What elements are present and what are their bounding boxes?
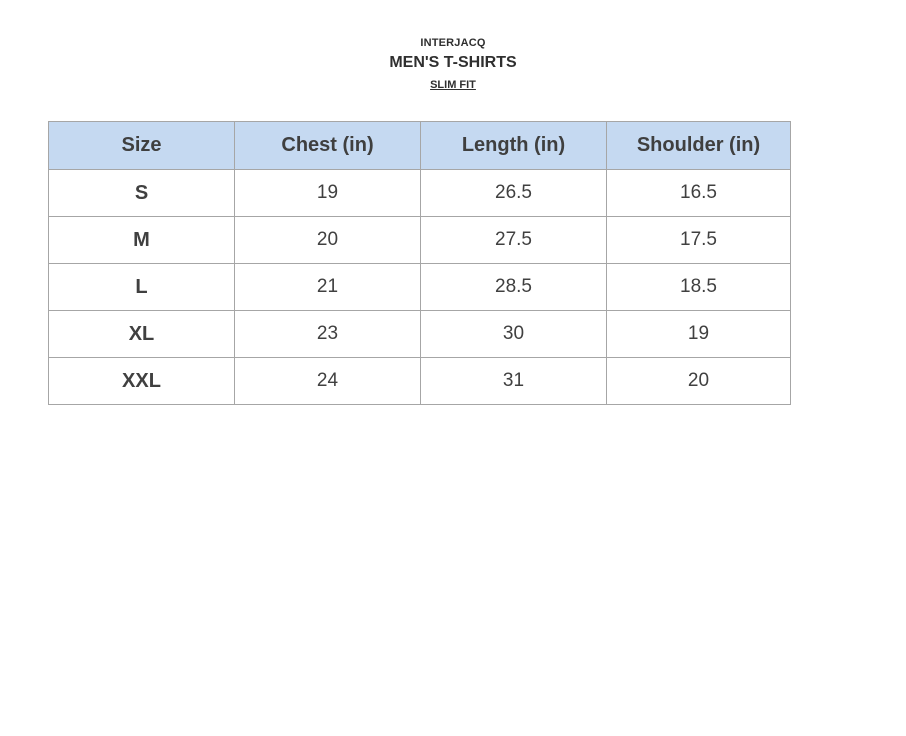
table-header [49, 122, 791, 170]
cell-chest: 21 [235, 264, 421, 311]
size-table-container [0, 121, 906, 405]
cell-length: 28.5 [421, 264, 607, 311]
page-title: MEN'S T-SHIRTS [389, 54, 517, 71]
cell-shoulder: 17.5 [607, 217, 791, 264]
cell-shoulder: 19 [607, 311, 791, 358]
document-heading [0, 36, 906, 93]
cell-chest: 23 [235, 311, 421, 358]
column-header-length: Length (in) [421, 122, 607, 170]
cell-shoulder: 18.5 [607, 264, 791, 311]
column-header-chest: Chest (in) [235, 122, 421, 170]
cell-chest: 20 [235, 217, 421, 264]
page-subtitle-text: SLIM FIT [430, 79, 476, 91]
table-row [49, 264, 791, 311]
column-header-shoulder: Shoulder (in) [607, 122, 791, 170]
page-subtitle [0, 77, 906, 93]
cell-chest: 19 [235, 170, 421, 217]
cell-length: 26.5 [421, 170, 607, 217]
table-header-row [49, 122, 791, 170]
cell-length: 27.5 [421, 217, 607, 264]
cell-size: S [49, 170, 235, 217]
table-row [49, 358, 791, 405]
column-header-size: Size [49, 122, 235, 170]
cell-size: XXL [49, 358, 235, 405]
table-body [49, 170, 791, 405]
cell-shoulder: 20 [607, 358, 791, 405]
cell-length: 31 [421, 358, 607, 405]
cell-size: M [49, 217, 235, 264]
cell-size: L [49, 264, 235, 311]
table-row [49, 217, 791, 264]
cell-shoulder: 16.5 [607, 170, 791, 217]
table-row [49, 311, 791, 358]
cell-size: XL [49, 311, 235, 358]
brand-name: INTERJACQ [420, 37, 486, 49]
size-table [48, 121, 791, 405]
table-row [49, 170, 791, 217]
cell-length: 30 [421, 311, 607, 358]
size-chart-page [0, 36, 906, 736]
cell-chest: 24 [235, 358, 421, 405]
